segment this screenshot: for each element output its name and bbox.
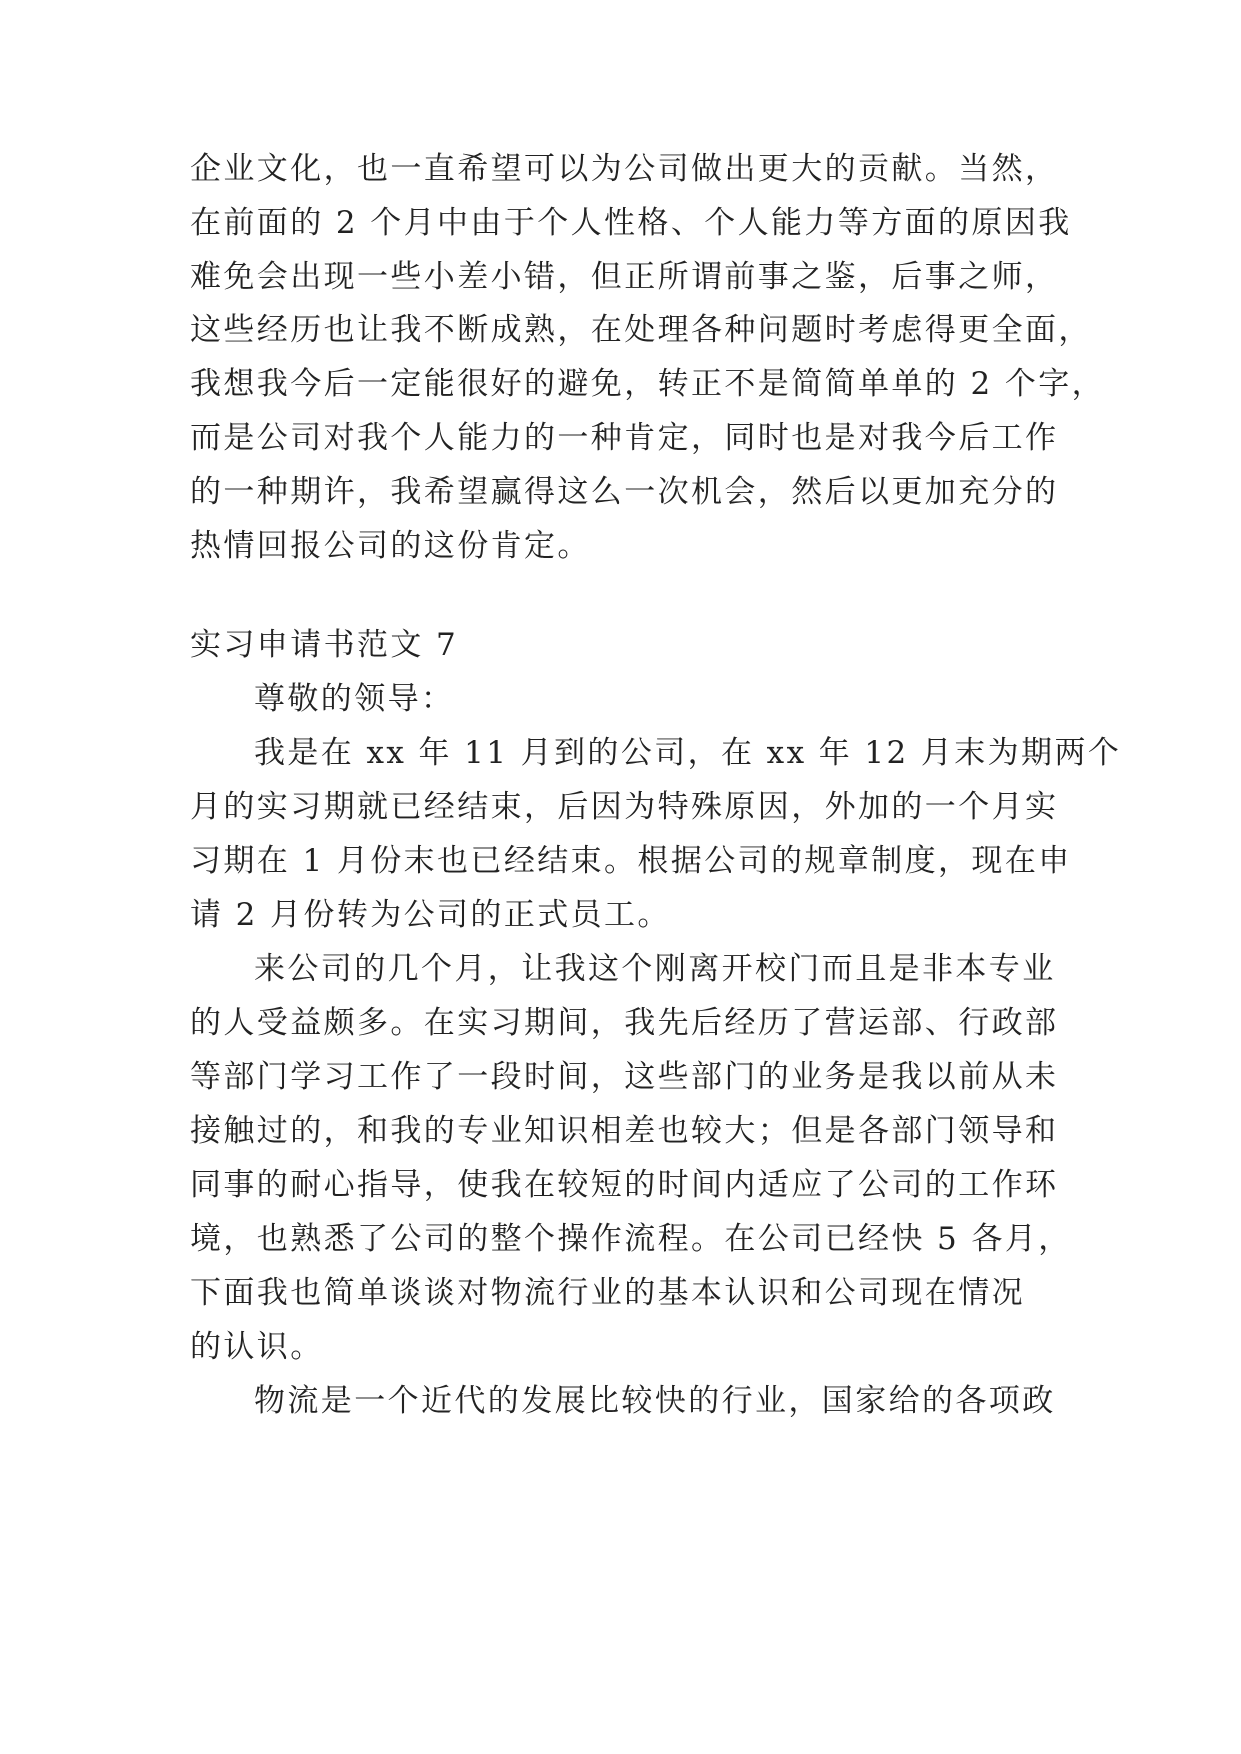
text-line: 同事的耐心指导，使我在较短的时间内适应了公司的工作环 xyxy=(190,1167,1059,1203)
text-line: 的一种期许，我希望赢得这么一次机会，然后以更加充分的 xyxy=(190,474,1059,510)
text-line: 在前面的 2 个月中由于个人性格、个人能力等方面的原因我 xyxy=(190,205,1072,241)
text-line: 我是在 xx 年 11 月到的公司，在 xx 年 12 月末为期两个 xyxy=(254,735,1122,771)
text-line: 境，也熟悉了公司的整个操作流程。在公司已经快 5 各月， xyxy=(190,1221,1072,1257)
text-line: 这些经历也让我不断成熟，在处理各种问题时考虑得更全面， xyxy=(190,312,1092,348)
text-line: 等部门学习工作了一段时间，这些部门的业务是我以前从未 xyxy=(190,1059,1059,1095)
text-line: 企业文化，也一直希望可以为公司做出更大的贡献。当然， xyxy=(190,151,1059,187)
text-line: 我想我今后一定能很好的避免，转正不是简简单单的 2 个字， xyxy=(190,366,1106,402)
text-line: 而是公司对我个人能力的一种肯定，同时也是对我今后工作 xyxy=(190,420,1059,456)
text-line: 来公司的几个月，让我这个刚离开校门而且是非本专业 xyxy=(254,951,1056,987)
text-line: 下面我也简单谈谈对物流行业的基本认识和公司现在情况 xyxy=(190,1275,1025,1311)
text-line: 物流是一个近代的发展比较快的行业，国家给的各项政 xyxy=(254,1383,1056,1419)
text-line: 难免会出现一些小差小错，但正所谓前事之鉴，后事之师， xyxy=(190,259,1059,295)
text-line: 热情回报公司的这份肯定。 xyxy=(190,528,591,564)
text-line: 请 2 月份转为公司的正式员工。 xyxy=(190,897,671,933)
text-line: 月的实习期就已经结束，后因为特殊原因，外加的一个月实 xyxy=(190,789,1059,825)
text-line: 接触过的，和我的专业知识相差也较大；但是各部门领导和 xyxy=(190,1113,1059,1149)
text-line: 的人受益颇多。在实习期间，我先后经历了营运部、行政部 xyxy=(190,1005,1059,1041)
text-line: 习期在 1 月份末也已经结束。根据公司的规章制度，现在申 xyxy=(190,843,1072,879)
text-line: 的认识。 xyxy=(190,1329,324,1365)
section-heading: 实习申请书范文 7 xyxy=(190,627,459,663)
salutation: 尊敬的领导： xyxy=(254,681,455,717)
